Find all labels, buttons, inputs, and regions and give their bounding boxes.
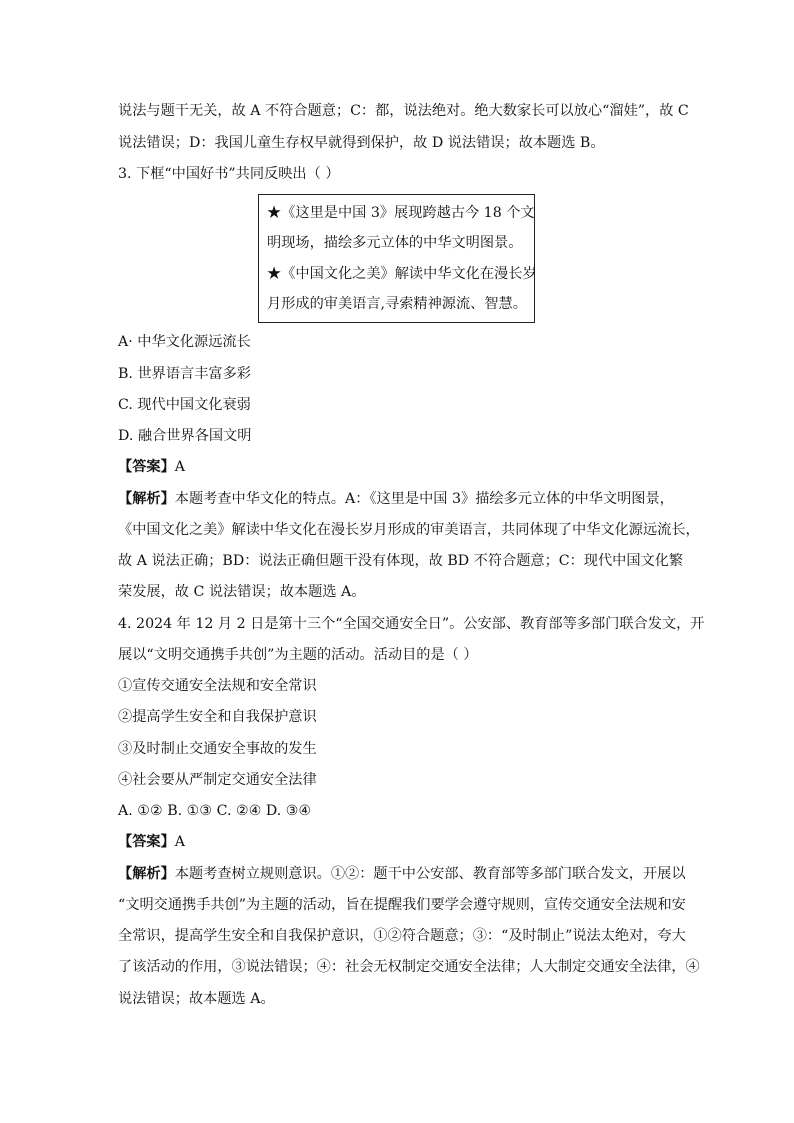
q3-answer [118,457,185,477]
q4-analysis-line-5: 说法错误；故本题选 A。 [118,991,275,1007]
q3-option-c: C. 现代中国文化衰弱 [118,397,251,413]
q3-analysis-line-3: 故 A 说法正确；BD：说法正确但题干没有体现，故 BD 不符合题意；C：现代中国文化繁 [118,553,684,569]
q3-stem: 3. 下框“中国好书”共同反映出（ ） [118,166,340,182]
q4-answer-label: 【答案】 [118,834,175,850]
q3-analysis-line-2: 《中国文化之美》解读中华文化在漫长岁月形成的审美语言，共同体现了中华文化源远流长， [118,522,700,538]
q4-stem-line-1: 4. 2024 年 12 月 2 日是第十三个“全国交通安全日”。公安部、教育部等多部门联合发文，开 [118,616,705,632]
q3-analysis-line-4: 荣发展，故 C 说法错误；故本题选 A。 [118,584,366,600]
q4-analysis-line-4: 了该活动的作用，③说法错误；④：社会无权制定交通安全法律；人大制定交通安全法律，④ [118,959,700,975]
q4-item-1: ①宣传交通安全法规和安全常识 [118,678,317,694]
q3-box-line-2: 明现场，描绘多元立体的中华文明图景。 [267,235,523,251]
q3-answer-value: A [174,459,186,475]
q4-answer [118,832,185,852]
q4-item-3: ③及时制止交通安全事故的发生 [118,741,317,757]
q4-item-4: ④社会要从严制定交通安全法律 [118,772,317,788]
q4-answer-value: A [174,834,186,850]
q4-options: A. ①② B. ①③ C. ②④ D. ③④ [118,803,312,819]
q4-item-2: ②提高学生安全和自我保护意识 [118,709,317,725]
q3-box-line-1: ★《这里是中国 3》展现跨越古今 18 个文 [267,205,535,221]
q4-analysis-text-1: 本题考查树立规则意识。①②：题干中公安部、教育部等多部门联合发文，开展以 [174,866,686,882]
q3-box-line-3: ★《中国文化之美》解读中华文化在漫长岁 [267,266,537,282]
q4-analysis-label: 【解析】 [118,866,175,882]
q4-analysis-line-2: “文明交通携手共创”为主题的活动，旨在提醒我们要学会遵守规则，宣传交通安全法规和安 [118,897,686,913]
q3-analysis-text-1: 本题考查中华文化的特点。A：《这里是中国 3》描绘多元立体的中华文明图景， [174,491,674,507]
q3-answer-label: 【答案】 [118,459,175,475]
q4-stem-line-2: 展以“文明交通携手共创”为主题的活动。活动目的是（ ） [118,647,478,663]
q4-analysis-line-1 [118,864,686,884]
q3-analysis-line-1 [118,489,674,509]
prev-analysis-line-1: 说法与题干无关，故 A 不符合题意；C：都，说法绝对。绝大数家长可以放心“溜娃”，故 C [118,103,689,119]
q3-option-a: A· 中华文化源远流长 [118,334,251,350]
prev-analysis-line-2: 说法错误；D：我国儿童生存权早就得到保护，故 D 说法错误；故本题选 B。 [118,135,605,151]
q3-option-d: D. 融合世界各国文明 [118,428,252,444]
q3-book-box [258,194,535,323]
q4-analysis-line-3: 全常识，提高学生安全和自我保护意识，①②符合题意；③：“及时制止”说法太绝对，夸大 [118,928,686,944]
q3-box-line-4: 月形成的审美语言,寻索精神源流、智慧。 [267,296,527,312]
q3-option-b: B. 世界语言丰富多彩 [118,366,251,382]
q3-analysis-label: 【解析】 [118,491,175,507]
